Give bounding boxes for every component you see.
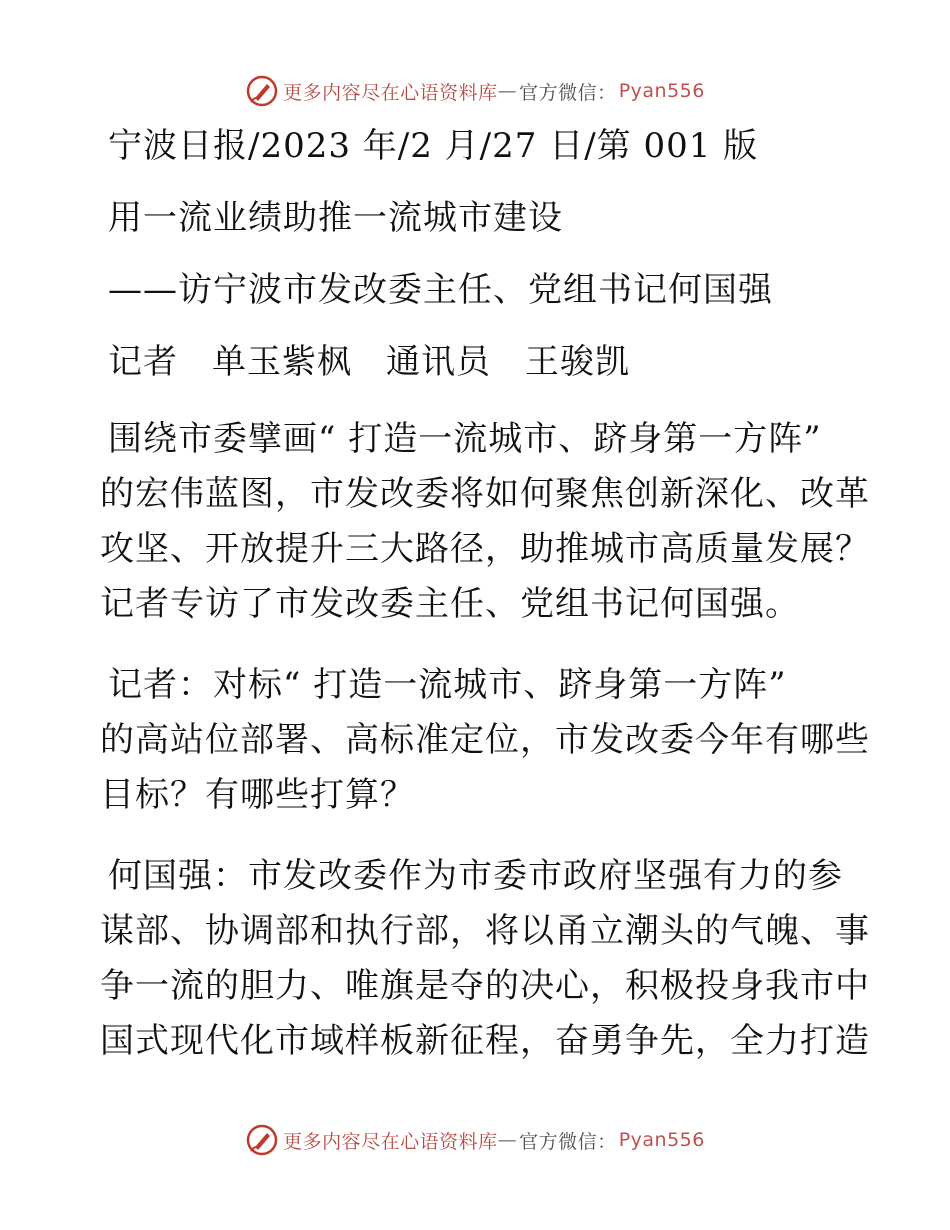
paragraph-question (100, 658, 870, 823)
paragraph-line: 记者：对标“ 打造一流城市、跻身第一方阵” (108, 665, 787, 705)
byline (100, 338, 860, 386)
byline-role-correspondent: 通讯员 (386, 342, 491, 382)
pen-logo-icon (245, 1123, 279, 1157)
article-subtitle: ——访宁波市发改委主任、党组书记何国强 (108, 270, 773, 310)
paragraph-line: 攻坚、开放提升三大路径，助推城市高质量发展？ (100, 529, 870, 569)
byline-name-correspondent: 王骏凯 (525, 342, 630, 382)
paragraph-line: 的宏伟蓝图，市发改委将如何聚焦创新深化、改革 (100, 474, 870, 514)
watermark-text: 更多内容尽在心语资料库 (283, 81, 498, 104)
paragraph-line: 争一流的胆力、唯旗是夺的决心，积极投身我市中 (100, 966, 870, 1006)
watermark-label: 官方微信： (519, 1130, 617, 1153)
pen-logo-icon (245, 74, 279, 108)
dateline: 宁波日报/2023 年/2 月/27 日/第 001 版 (108, 126, 759, 166)
watermark-header (0, 74, 950, 108)
watermark-dash: — (497, 80, 518, 102)
article-title: 用一流业绩助推一流城市建设 (108, 198, 563, 238)
paragraph-line: 国式现代化市域样板新征程，奋勇争先，全力打造 (100, 1021, 870, 1061)
article-body (100, 122, 870, 1069)
watermark-dash: — (497, 1129, 518, 1151)
paragraph-line: 谋部、协调部和执行部，将以甬立潮头的气魄、事 (100, 911, 870, 951)
paragraph-intro (100, 412, 870, 632)
watermark-id: Pyan556 (618, 80, 705, 102)
watermark-id: Pyan556 (618, 1129, 705, 1151)
watermark-text: 更多内容尽在心语资料库 (283, 1130, 498, 1153)
watermark-label: 官方微信： (519, 81, 617, 104)
paragraph-line: 目标？有哪些打算？ (100, 775, 415, 815)
paragraph-line: 何国强：市发改委作为市委市政府坚强有力的参 (108, 856, 843, 896)
byline-name-reporter: 单玉紫枫 (212, 342, 352, 382)
paragraph-line: 记者专访了市发改委主任、党组书记何国强。 (100, 584, 800, 624)
paragraph-line: 围绕市委擘画“ 打造一流城市、跻身第一方阵” (108, 419, 822, 459)
watermark-footer (0, 1123, 950, 1157)
byline-role-reporter: 记者 (108, 342, 178, 382)
paragraph-line: 的高站位部署、高标准定位，市发改委今年有哪些 (100, 720, 870, 760)
paragraph-answer (100, 849, 870, 1069)
